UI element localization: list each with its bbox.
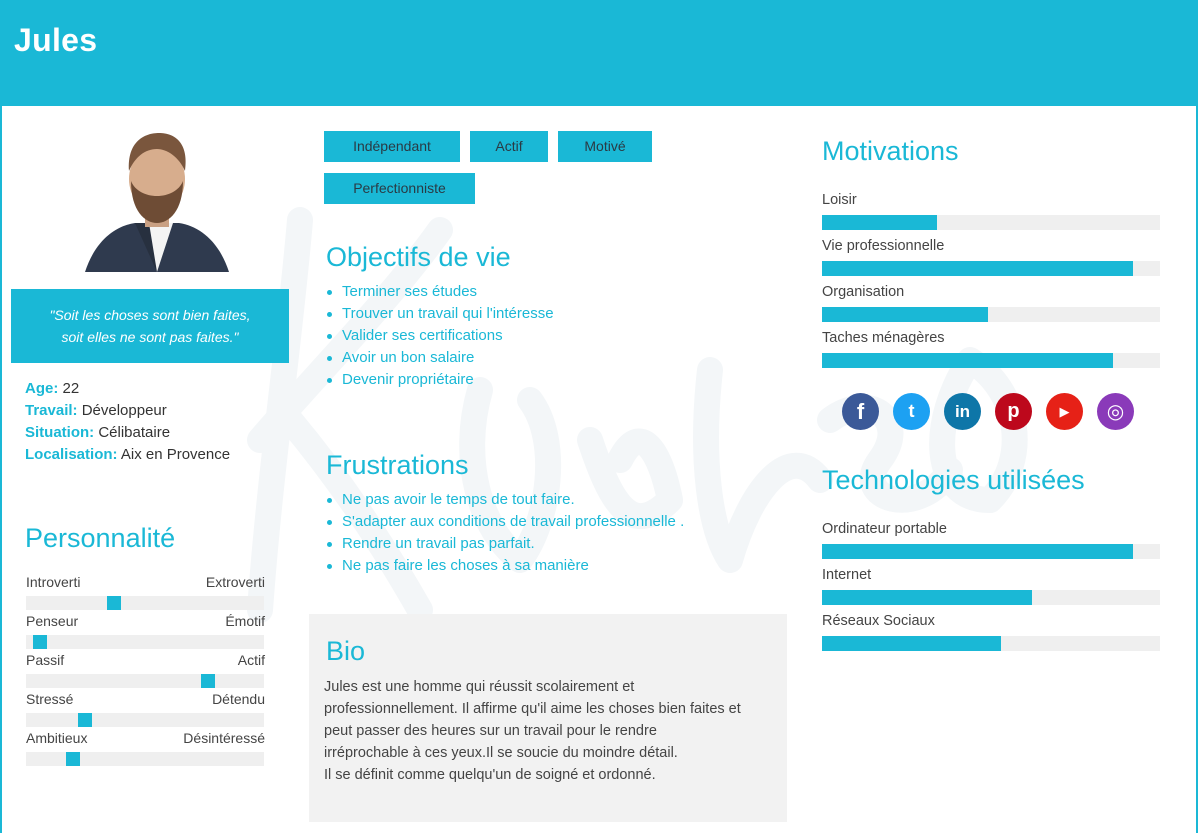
goals-title: Objectifs de vie <box>326 242 511 272</box>
bar-track <box>822 636 1160 651</box>
bar-track <box>822 307 1160 322</box>
trait-right-label: Actif <box>237 652 265 668</box>
youtube-icon[interactable] <box>1046 393 1083 430</box>
avatar <box>75 131 239 272</box>
social-icons <box>842 393 1142 431</box>
bar-label: Organisation <box>822 284 905 300</box>
list-item: Terminer ses études <box>326 281 554 303</box>
bar-fill <box>822 544 1133 559</box>
fact-location <box>25 444 230 466</box>
bar-fill <box>822 215 937 230</box>
header <box>0 0 1198 106</box>
tag: Motivé <box>558 131 652 162</box>
bar-row <box>822 284 1160 330</box>
technologies-title: Technologies utilisées <box>822 465 1085 495</box>
trait-left-label: Stressé <box>26 691 74 707</box>
bar-label: Vie professionnelle <box>822 238 945 254</box>
pinterest-icon[interactable] <box>995 393 1032 430</box>
twitter-icon[interactable] <box>893 393 930 430</box>
quote-text: "Soit les choses sont bien faites, soit elles ne sont pas faites." <box>49 307 251 345</box>
bar-fill <box>822 307 988 322</box>
tag: Perfectionniste <box>324 173 475 204</box>
persona-name: Jules <box>14 22 98 58</box>
trait-left-label: Passif <box>26 652 65 668</box>
bar-row <box>822 238 1160 284</box>
frustrations-title: Frustrations <box>326 450 469 480</box>
fact-value: 22 <box>62 380 80 397</box>
fact-value: Développeur <box>81 402 167 419</box>
twitter-glyph: t <box>908 401 915 421</box>
linkedin-icon[interactable] <box>944 393 981 430</box>
trait-track <box>26 635 264 649</box>
trait-row <box>25 572 265 611</box>
profile-facts <box>25 378 230 466</box>
tag: Indépendant <box>324 131 460 162</box>
trait-track <box>26 596 264 610</box>
youtube-glyph: ▶ <box>1059 403 1070 419</box>
bar-track <box>822 544 1160 559</box>
trait-right-label: Extroverti <box>205 574 265 590</box>
tag: Actif <box>470 131 548 162</box>
trait-row <box>25 650 265 689</box>
list-item: S'adapter aux conditions de travail professionnelle . <box>326 511 684 533</box>
trait-knob <box>107 596 121 610</box>
facebook-glyph: f <box>856 398 865 424</box>
bar-row <box>822 567 1160 613</box>
bio-title: Bio <box>326 636 366 666</box>
trait-row <box>25 689 265 728</box>
trait-right-label: Émotif <box>225 613 265 629</box>
list-item: Valider ses certifications <box>326 325 554 347</box>
trait-left-label: Introverti <box>26 574 81 590</box>
fact-work <box>25 400 230 422</box>
bar-track <box>822 353 1160 368</box>
bar-fill <box>822 636 1001 651</box>
goals-list <box>326 281 554 391</box>
trait-knob <box>78 713 92 727</box>
list-item: Ne pas faire les choses à sa manière <box>326 555 684 577</box>
fact-value: Célibataire <box>98 424 171 441</box>
fact-label: Localisation: <box>25 446 118 463</box>
bar-label: Loisir <box>822 192 857 208</box>
quote-box <box>11 289 289 363</box>
list-item: Trouver un travail qui l'intéresse <box>326 303 554 325</box>
list-item: Avoir un bon salaire <box>326 347 554 369</box>
fact-age <box>25 378 230 400</box>
trait-knob <box>66 752 80 766</box>
personality-title: Personnalité <box>25 523 176 553</box>
bar-track <box>822 590 1160 605</box>
trait-track <box>26 674 264 688</box>
instagram-icon[interactable] <box>1097 393 1134 430</box>
technologies-bars <box>822 521 1160 659</box>
bar-row <box>822 192 1160 238</box>
instagram-glyph: ◎ <box>1106 401 1125 423</box>
list-item: Rendre un travail pas parfait. <box>326 533 684 555</box>
trait-track <box>26 713 264 727</box>
bar-fill <box>822 261 1133 276</box>
trait-left-label: Penseur <box>26 613 79 629</box>
bar-row <box>822 330 1160 376</box>
trait-left-label: Ambitieux <box>26 730 88 746</box>
bar-label: Ordinateur portable <box>822 521 947 537</box>
motivations-title: Motivations <box>822 136 959 166</box>
bio-text: Jules est une homme qui réussit scolairement et professionnellement. Il affirme qu'il aime les choses bien faites et peut passer des heures sur un travail pour le rendre irréprochable à ces yeux.Il se soucie du moindre détail. Il se définit comme quelqu'un de soigné et ordonné. <box>324 679 741 783</box>
list-item: Ne pas avoir le temps de tout faire. <box>326 489 684 511</box>
fact-label: Situation: <box>25 424 95 441</box>
fact-label: Age: <box>25 380 59 397</box>
trait-right-label: Détendu <box>212 691 265 707</box>
facebook-icon[interactable] <box>842 393 879 430</box>
personality-sliders <box>25 572 265 767</box>
bar-fill <box>822 590 1032 605</box>
motivations-bars <box>822 192 1160 376</box>
bar-track <box>822 215 1160 230</box>
trait-row <box>25 728 265 767</box>
pinterest-glyph: p <box>1007 400 1020 422</box>
trait-knob <box>33 635 47 649</box>
trait-knob <box>201 674 215 688</box>
linkedin-glyph: in <box>954 401 971 421</box>
bar-fill <box>822 353 1113 368</box>
frustrations-list <box>326 489 684 577</box>
trait-track <box>26 752 264 766</box>
bar-row <box>822 521 1160 567</box>
bar-label: Internet <box>822 567 872 583</box>
fact-value: Aix en Provence <box>120 446 231 463</box>
trait-right-label: Désintéressé <box>183 730 265 746</box>
fact-situation <box>25 422 230 444</box>
trait-row <box>25 611 265 650</box>
bar-row <box>822 613 1160 659</box>
list-item: Devenir propriétaire <box>326 369 554 391</box>
bar-label: Réseaux Sociaux <box>822 613 935 629</box>
bio-box <box>309 614 787 822</box>
fact-label: Travail: <box>25 402 78 419</box>
bar-label: Taches ménagères <box>822 330 945 346</box>
bar-track <box>822 261 1160 276</box>
